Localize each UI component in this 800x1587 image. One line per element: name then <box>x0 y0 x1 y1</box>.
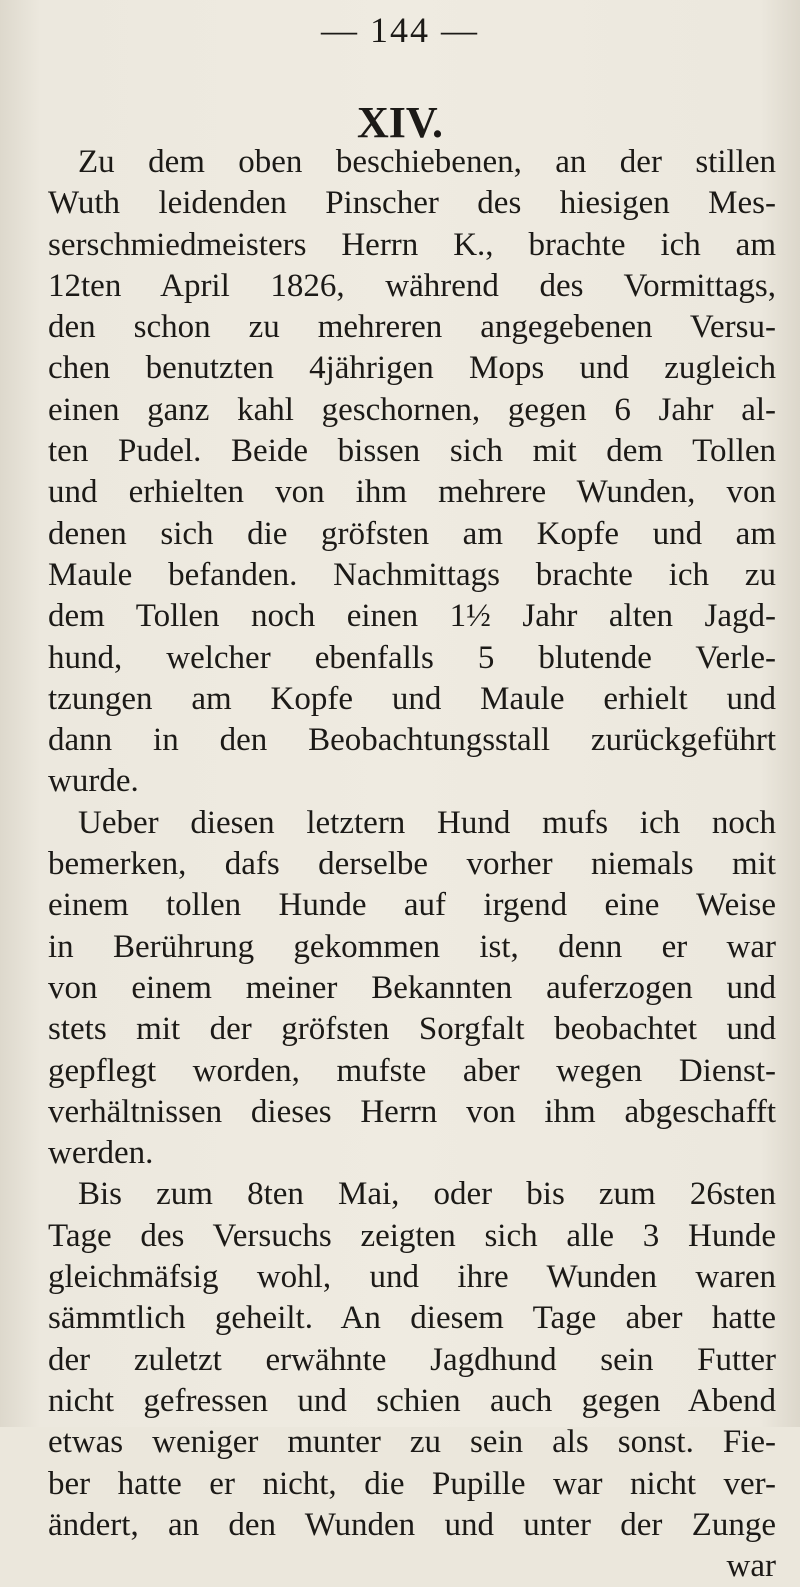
text-line: nicht gefressen und schien auch gegen Abend <box>48 1382 776 1419</box>
page-number: — 144 — <box>321 10 479 50</box>
text-line: Zu dem oben beschiebenen, an der stillen <box>78 144 776 180</box>
text-line: Bis zum 8ten Mai, oder bis zum 26sten <box>78 1176 776 1213</box>
text-line: hund, welcher ebenfalls 5 blutende Verle- <box>48 639 776 676</box>
paragraph-2 <box>48 803 776 1175</box>
text-line: werden. <box>48 1135 154 1172</box>
text-line: der zuletzt erwähnte Jagdhund sein Futter <box>48 1341 776 1378</box>
text-line: ändert, an den Wunden und unter der Zunge <box>48 1506 776 1543</box>
text-line: ber hatte er nicht, die Pupille war nicht ver- <box>48 1465 776 1502</box>
text-line: einem tollen Hunde auf irgend eine Weise <box>48 887 776 924</box>
text-line: Ueber diesen letztern Hund mufs ich noch <box>78 804 776 841</box>
text-line: serschmiedmeisters Herrn K., brachte ich am <box>48 226 776 263</box>
text-line: dann in den Beobachtungsstall zurückgeführt <box>48 722 776 759</box>
text-line: gleichmäfsig wohl, und ihre Wunden waren <box>48 1259 776 1296</box>
paragraph-3 <box>48 1174 776 1546</box>
text-line: denen sich die gröfsten am Kopfe und am <box>48 515 776 552</box>
text-line: von einem meiner Bekannten auferzogen und <box>48 969 776 1006</box>
text-line: in Berührung gekommen ist, denn er war <box>48 928 776 965</box>
chapter-heading: XIV. <box>356 98 443 147</box>
catchword: war <box>726 1548 776 1585</box>
text-line: gepflegt worden, mufste aber wegen Dienst- <box>48 1052 776 1089</box>
text-line: den schon zu mehreren angegebenen Versu- <box>48 309 776 346</box>
text-line: Tage des Versuchs zeigten sich alle 3 Hunde <box>48 1217 776 1254</box>
text-line: Maule befanden. Nachmittags brachte ich zu <box>48 556 776 593</box>
text-line: sämmtlich geheilt. An diesem Tage aber hatte <box>48 1300 776 1337</box>
text-line: bemerken, dafs derselbe vorher niemals mit <box>48 846 776 883</box>
text-line: wurde. <box>48 763 139 800</box>
text-line: dem Tollen noch einen 1½ Jahr alten Jagd- <box>48 598 776 635</box>
text-line: verhältnissen dieses Herrn von ihm abgeschafft <box>48 1093 776 1130</box>
text-line: tzungen am Kopfe und Maule erhielt und <box>48 680 776 717</box>
text-line: 12ten April 1826, während des Vormittags, <box>48 267 776 304</box>
text-line: ten Pudel. Beide bissen sich mit dem Tollen <box>48 433 776 470</box>
body-text <box>48 142 776 1587</box>
text-line: einen ganz kahl geschornen, gegen 6 Jahr al- <box>48 391 776 428</box>
paragraph-1 <box>48 142 776 803</box>
text-line: etwas weniger munter zu sein als sonst. Fie- <box>48 1424 776 1461</box>
text-line: und erhielten von ihm mehrere Wunden, von <box>48 474 776 511</box>
text-line: Wuth leidenden Pinscher des hiesigen Mes- <box>48 185 776 222</box>
text-line: chen benutzten 4jährigen Mops und zugleich <box>48 350 776 387</box>
text-line: stets mit der gröfsten Sorgfalt beobachtet und <box>48 1011 776 1048</box>
